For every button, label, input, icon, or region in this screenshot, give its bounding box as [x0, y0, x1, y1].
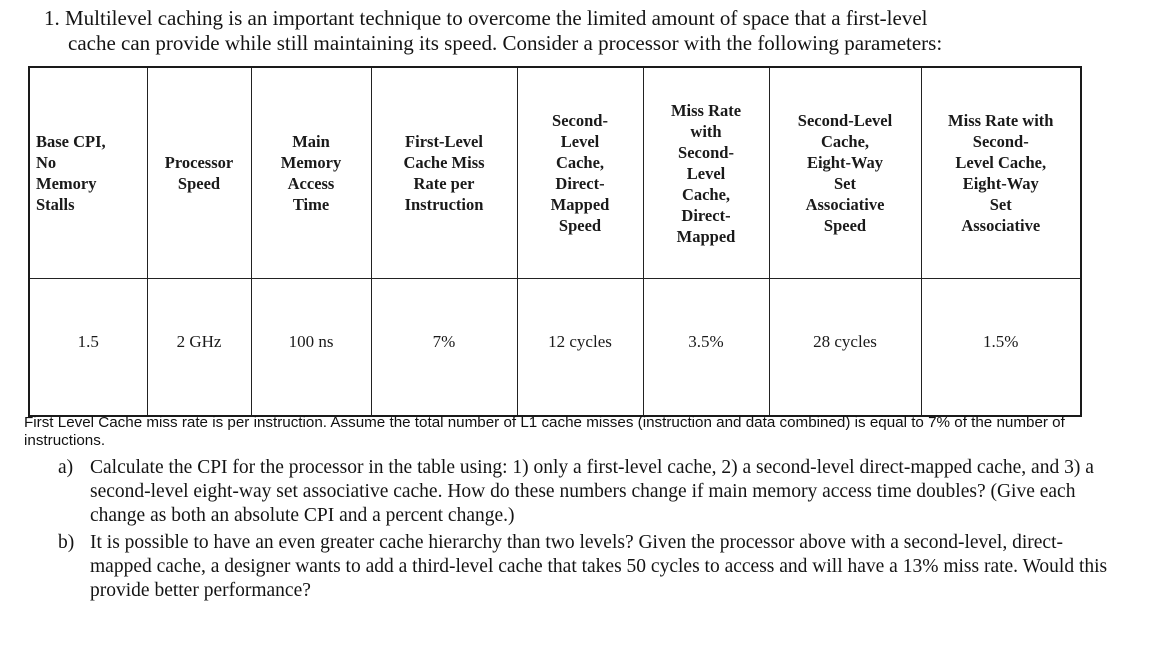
- header-processor-speed: Processor Speed: [147, 67, 251, 279]
- header-main-memory-access-time: Main Memory Access Time: [251, 67, 371, 279]
- question-a: [58, 456, 1118, 528]
- question-b: [58, 531, 1118, 603]
- problem-statement: [44, 6, 1154, 56]
- question-a-text: Calculate the CPI for the processor in the table using: 1) only a first-level cache, 2) a second-level direct-mapped cache, and 3) a second-level eight-way set associative cache. How do these numbers change if main memory access time doubles? (Give each change as both an absolute CPI and a percent change.): [90, 457, 1094, 526]
- value-l2-direct-mapped-miss-rate: 3.5%: [643, 279, 769, 417]
- value-l2-eight-way-miss-rate: 1.5%: [921, 279, 1081, 417]
- problem-intro-line-1: Multilevel caching is an important technique to overcome the limited amount of space that a first-level: [65, 6, 928, 30]
- question-list: [58, 456, 1118, 606]
- header-l2-eight-way-miss-rate: Miss Rate with Second- Level Cache, Eight-Way Set Associative: [921, 67, 1081, 279]
- value-base-cpi: 1.5: [29, 279, 147, 417]
- table-header-row: [29, 67, 1081, 279]
- problem-number: 1.: [44, 6, 60, 30]
- processor-parameters-table: [28, 66, 1082, 417]
- problem-intro-line-2: cache can provide while still maintaining its speed. Consider a processor with the following parameters:: [68, 31, 943, 55]
- l1-miss-rate-note: First Level Cache miss rate is per instruction. Assume the total number of L1 cache misses (instruction and data combined) is equal to 7% of the number of instructions.: [24, 414, 1065, 449]
- question-b-text: It is possible to have an even greater cache hierarchy than two levels? Given the processor above with a second-level, direct-mapped cache, a designer wants to add a third-level cache that takes 50 cycles to access and will have a 13% miss rate. Would this provide better performance?: [90, 532, 1108, 601]
- value-l1-miss-rate: 7%: [371, 279, 517, 417]
- header-base-cpi: Base CPI, No Memory Stalls: [29, 67, 147, 279]
- table-row: [29, 279, 1081, 417]
- question-b-label: b): [58, 532, 75, 553]
- header-l1-miss-rate: First-Level Cache Miss Rate per Instruction: [371, 67, 517, 279]
- header-l2-direct-mapped-miss-rate: Miss Rate with Second- Level Cache, Direct- Mapped: [643, 67, 769, 279]
- header-l2-direct-mapped-speed: Second- Level Cache, Direct- Mapped Speed: [517, 67, 643, 279]
- value-processor-speed: 2 GHz: [147, 279, 251, 417]
- value-l2-direct-mapped-speed: 12 cycles: [517, 279, 643, 417]
- value-main-memory-access-time: 100 ns: [251, 279, 371, 417]
- header-l2-eight-way-speed: Second-Level Cache, Eight-Way Set Associative Speed: [769, 67, 921, 279]
- value-l2-eight-way-speed: 28 cycles: [769, 279, 921, 417]
- question-a-label: a): [58, 457, 74, 478]
